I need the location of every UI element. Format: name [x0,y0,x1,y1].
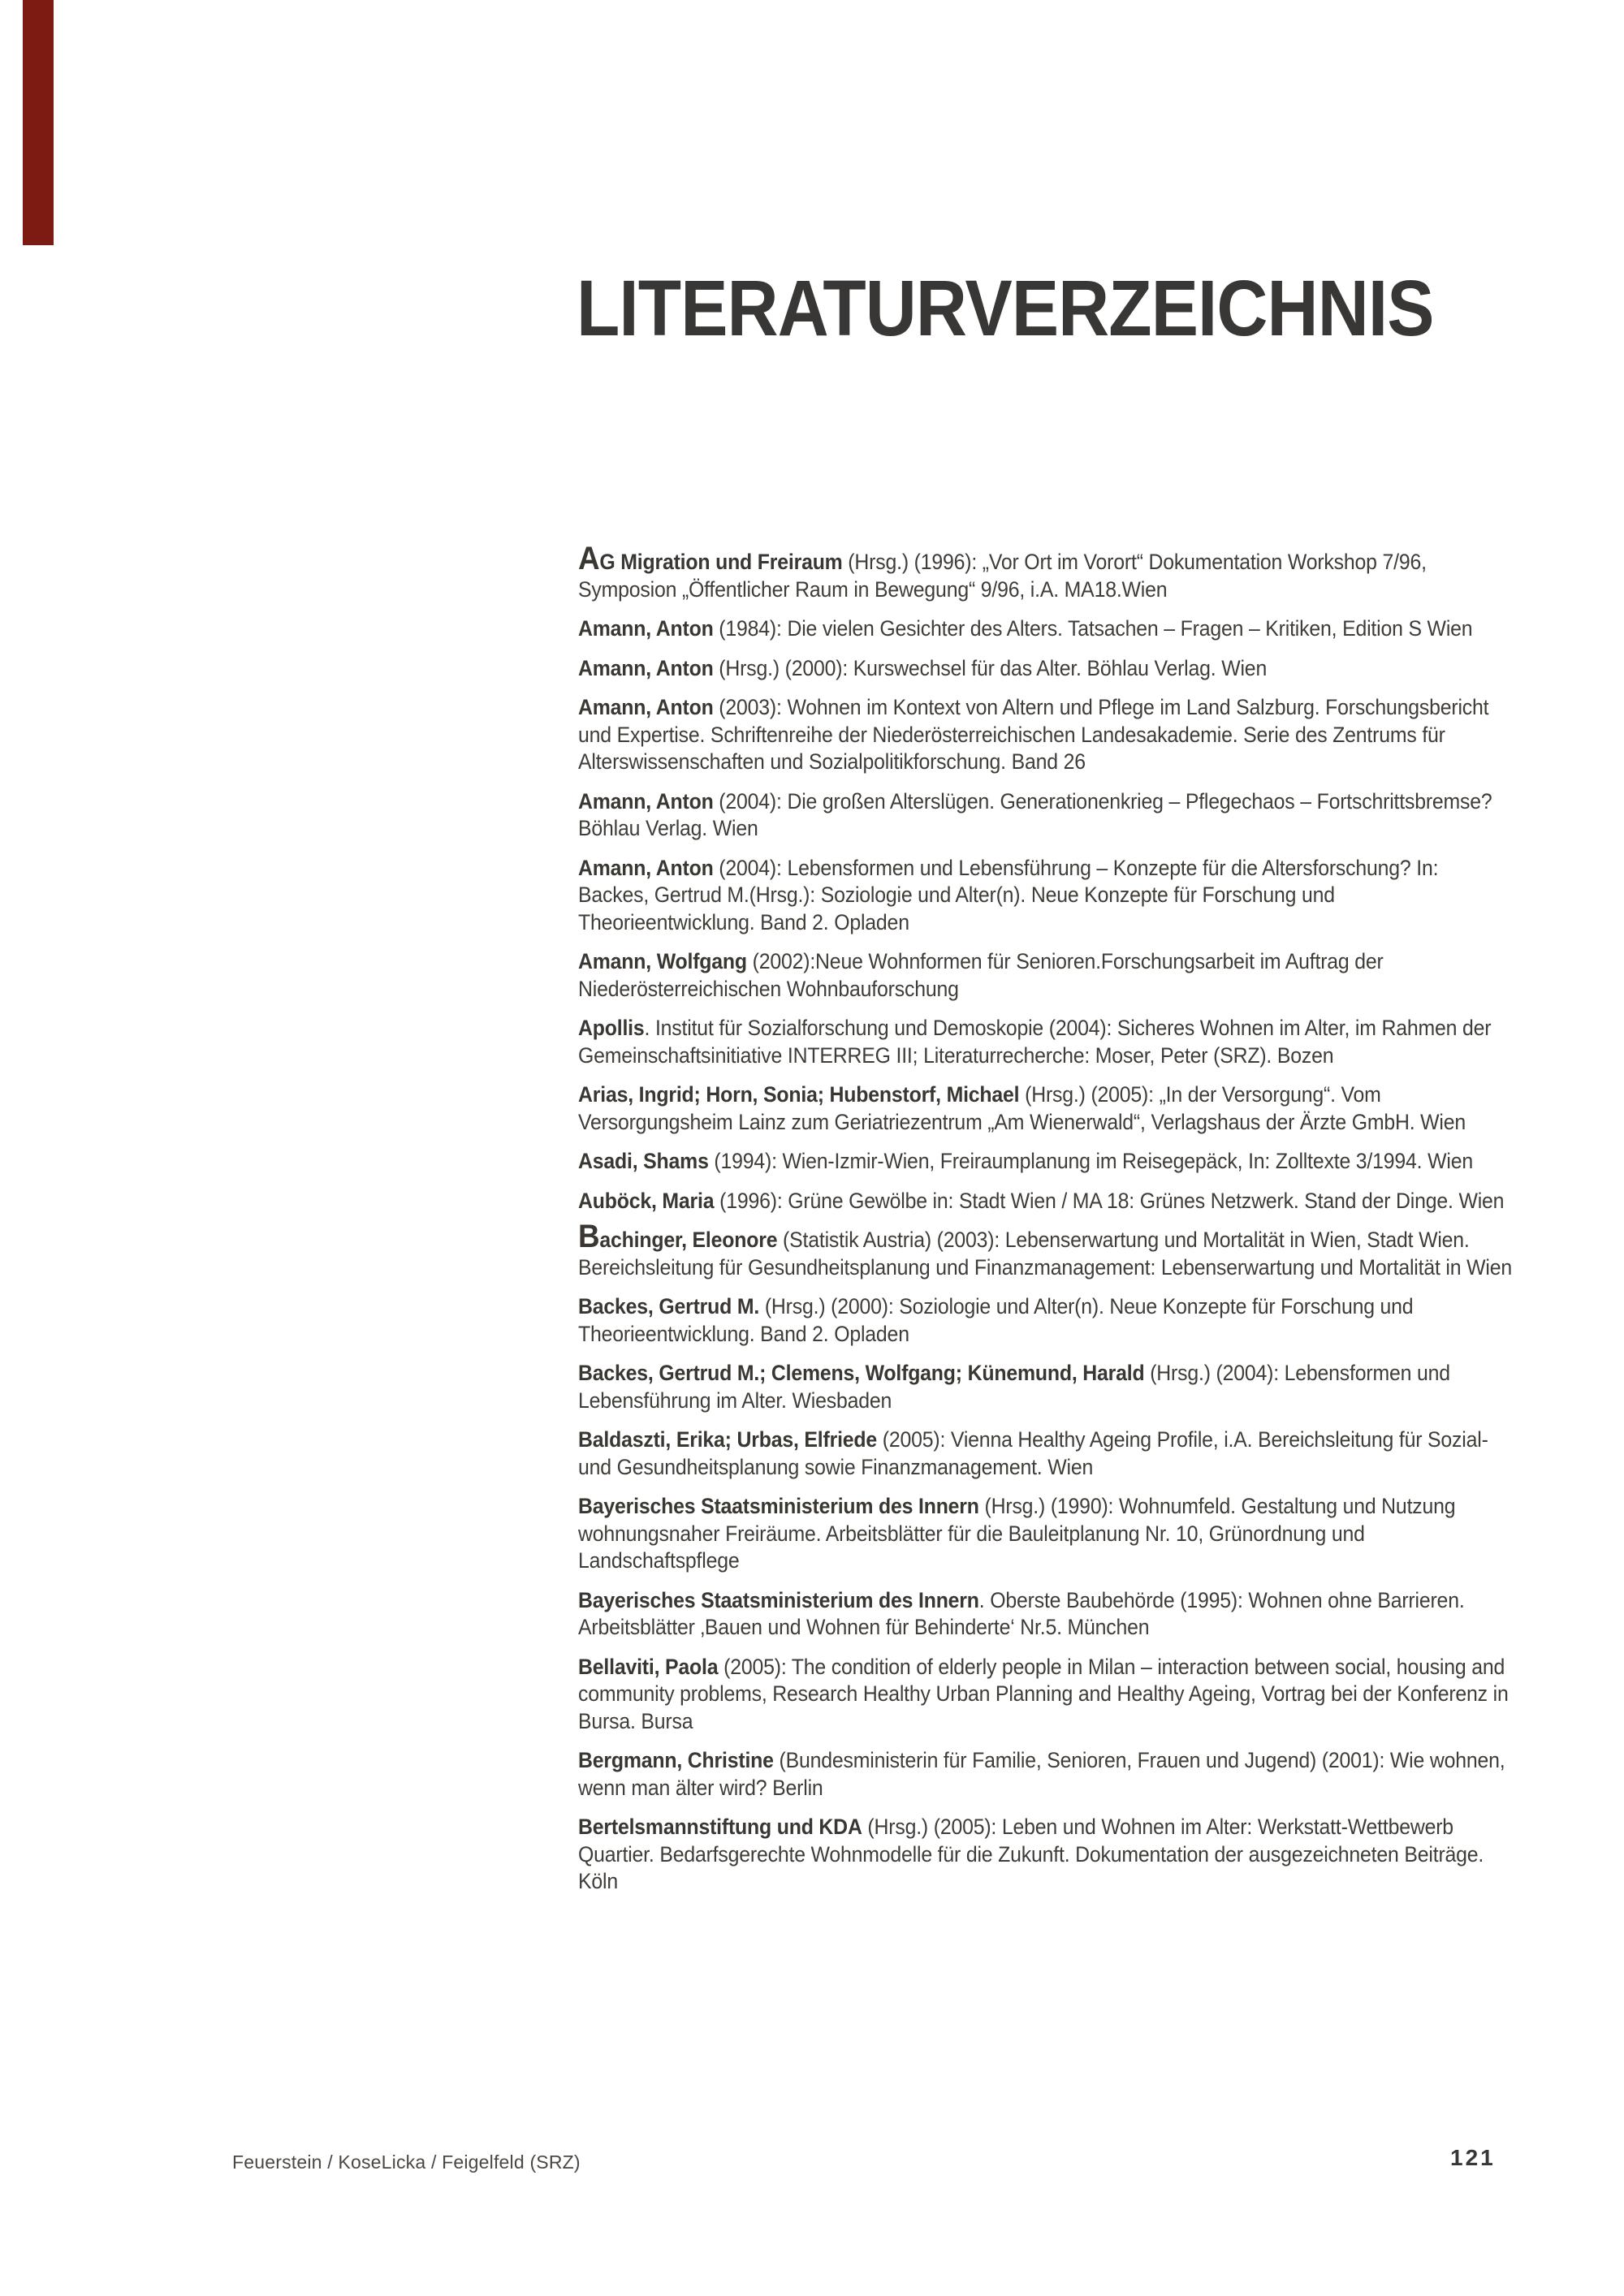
entry-text: (Hrsg.) (2005): Leben und Wohnen im Alter: Werkstatt-Wettbewerb Quartier. Bedarfsgerechte Wohnmodelle für die Zukunft. Dokumentation der ausgezeichneten Beiträge. Köln [578,1815,1484,1893]
bibliography-entry [578,615,1514,643]
entry-text: . Institut für Sozialforschung und Demoskopie (2004): Sicheres Wohnen im Alter, im Rahmen der Gemeinschaftsinitiative INTERREG III; Literaturrecherche: Moser, Peter (SRZ). Bozen [578,1016,1492,1068]
bibliography-entry [578,1493,1514,1575]
entry-text: (Hrsg.) (2005): „In der Versorgung“. Vom Versorgungsheim Lainz zum Geriatriezentrum „Am Wienerwald“, Verlagshaus der Ärzte GmbH. Wien [578,1082,1466,1134]
bibliography-list [578,541,1514,1908]
entry-text: (2003): Wohnen im Kontext von Altern und Pflege im Land Salzburg. Forschungsbericht und Expertise. Schriftenreihe der Niederösterreichischen Landesakademie. Serie des Zentrums für Alterswissenschaften und Sozialpolitikforschung. Band 26 [578,695,1489,774]
entry-author: Bergmann, Christine [578,1748,774,1772]
entry-text: (2005): The condition of elderly people in Milan – interaction between social, housing and community problems, Research Healthy Urban Planning and Healthy Ageing, Vortrag bei der Konferenz in Bursa. Bursa [578,1654,1509,1733]
bibliography-entry [578,1654,1514,1736]
bibliography-entry [578,1293,1514,1348]
page-number: 121 [1450,2145,1496,2170]
bibliography-entry [578,1747,1514,1802]
entry-author: Amann, Anton [578,855,714,880]
entry-author: Amann, Anton [578,616,714,641]
entry-text: (1996): Grüne Gewölbe in: Stadt Wien / MA 18: Grünes Netzwerk. Stand der Dinge. Wien [714,1188,1505,1213]
bibliography-entry [578,1814,1514,1896]
entry-text: (2004): Lebensformen und Lebensführung – Konzepte für die Altersforschung? In: Backes, Gertrud M.(Hrsg.): Soziologie und Alter(n). Neue Konzepte für Forschung und Theorieentwicklung. Band 2. Opladen [578,855,1439,934]
entry-text: (2002):Neue Wohnformen für Senioren.Forschungsarbeit im Auftrag der Niederösterreichischen Wohnbauforschung [578,949,1384,1001]
entry-author: Bayerisches Staatsministerium des Innern [578,1494,979,1518]
entry-text: (Bundesministerin für Familie, Senioren, Frauen und Jugend) (2001): Wie wohnen, wenn man älter wird? Berlin [578,1748,1505,1800]
entry-author: Amann, Wolfgang [578,949,747,973]
entry-text: (2004): Die großen Alterslügen. Generationenkrieg – Pflegechaos – Fortschrittsbremse? Böhlau Verlag. Wien [578,788,1492,840]
entry-text: (Statistik Austria) (2003): Lebenserwartung und Mortalität in Wien, Stadt Wien. Bereichsleitung für Gesundheitsplanung und Finanzmanagement: Lebenserwartung und Mortalität in Wien [578,1228,1512,1280]
entry-author: Auböck, Maria [578,1188,715,1213]
entry-author: Amann, Anton [578,788,714,814]
bibliography-entry [578,1426,1514,1481]
entry-author: achinger, Eleonore [599,1228,778,1252]
bibliography-entry [578,1015,1514,1069]
entry-text: (Hrsg.) (1996): „Vor Ort im Vorort“ Dokumentation Workshop 7/96, Symposion „Öffentlicher Raum in Bewegung“ 9/96, i.A. MA18.Wien [578,550,1427,602]
entry-author: Bertelsmannstiftung und KDA [578,1815,862,1839]
bibliography-entry [578,1148,1514,1176]
entry-author: Asadi, Shams [578,1149,709,1173]
bibliography-entry [578,788,1514,843]
bibliography-entry [578,1219,1514,1281]
page-title: LITERATURVERZEICHNIS [577,263,1434,352]
entry-text: (Hrsg.) (2000): Soziologie und Alter(n). Neue Konzepte für Forschung und Theorieentwicklung. Band 2. Opladen [578,1294,1414,1346]
bibliography-entry [578,541,1514,603]
entry-text: (Hrsg.) (2000): Kurswechsel für das Alter. Böhlau Verlag. Wien [713,655,1268,680]
bibliography-entry [578,655,1514,683]
entry-author: Amann, Anton [578,655,714,680]
entry-text: . Oberste Baubehörde (1995): Wohnen ohne Barrieren. Arbeitsblätter ‚Bauen und Wohnen für Behinderte‘ Nr.5. München [578,1587,1465,1639]
entry-text: (2005): Vienna Healthy Ageing Profile, i.A. Bereichsleitung für Sozial- und Gesundheitsplanung sowie Finanzmanagement. Wien [578,1427,1488,1479]
chapter-accent-bar [23,0,54,245]
entry-author: Bayerisches Staatsministerium des Innern [578,1587,979,1612]
entry-author: Bellaviti, Paola [578,1654,719,1679]
entry-text: (Hrsg.) (1990): Wohnumfeld. Gestaltung und Nutzung wohnungsnaher Freiräume. Arbeitsblätter für die Bauleitplanung Nr. 10, Grünordnung und Landschaftspflege [578,1494,1456,1573]
bibliography-entry [578,1360,1514,1414]
section-initial: B [578,1219,600,1254]
entry-author: Amann, Anton [578,695,714,719]
bibliography-entry [578,1587,1514,1642]
bibliography-entry [578,694,1514,776]
bibliography-entry [578,1188,1514,1215]
footer-authors: Feuerstein / KoseLicka / Feigelfeld (SRZ) [232,2151,581,2173]
bibliography-entry [578,855,1514,937]
entry-author: Backes, Gertrud M. [578,1294,760,1318]
bibliography-entry [578,948,1514,1003]
entry-text: (1994): Wien-Izmir-Wien, Freiraumplanung im Reisegepäck, In: Zolltexte 3/1994. Wien [708,1149,1473,1173]
entry-text: (Hrsg.) (2004): Lebensformen und Lebensführung im Alter. Wiesbaden [578,1361,1450,1413]
entry-author: G Migration und Freiraum [599,550,843,574]
entry-author: Backes, Gertrud M.; Clemens, Wolfgang; Künemund, Harald [578,1361,1145,1385]
section-initial: A [578,541,600,576]
entry-author: Baldaszti, Erika; Urbas, Elfriede [578,1427,878,1452]
entry-author: Arias, Ingrid; Horn, Sonia; Hubenstorf, Michael [578,1082,1020,1107]
bibliography-entry [578,1081,1514,1136]
entry-text: (1984): Die vielen Gesichter des Alters. Tatsachen – Fragen – Kritiken, Edition S Wien [713,616,1473,641]
entry-author: Apollis [578,1016,645,1040]
